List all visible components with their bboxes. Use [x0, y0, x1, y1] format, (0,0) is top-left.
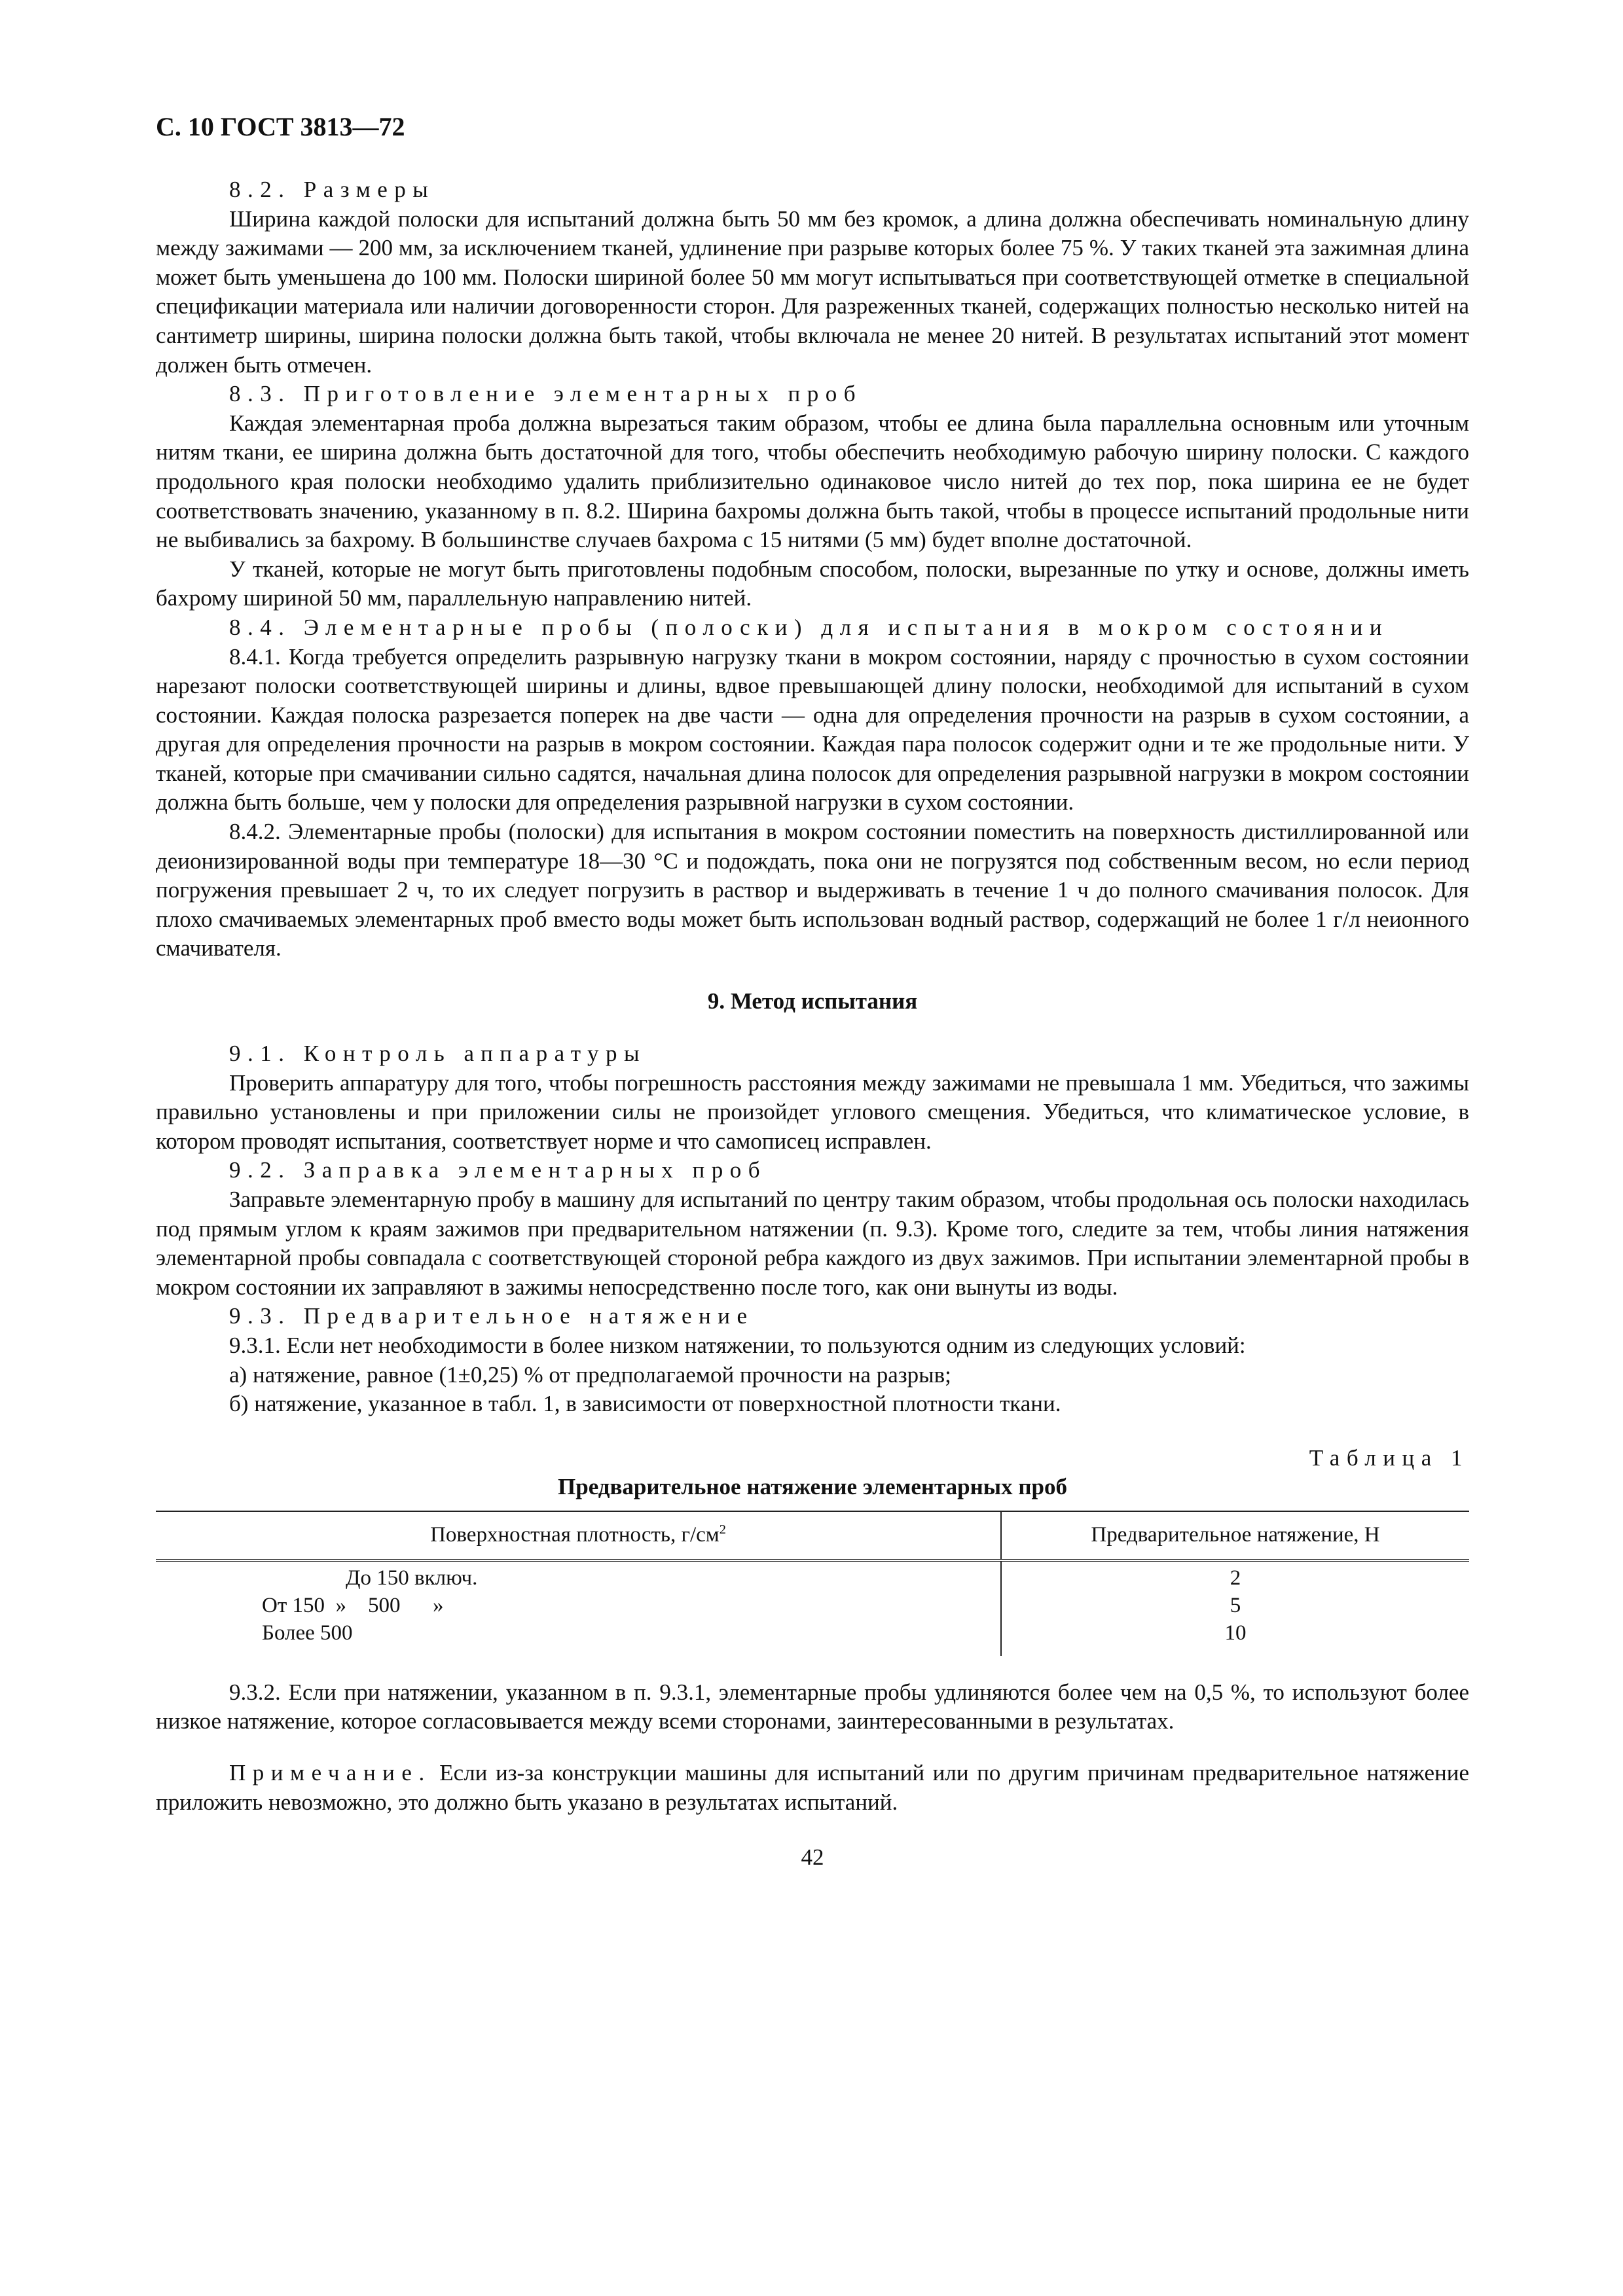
- section-8-4-title: 8.4. Элементарные пробы (полоски) для испытания в мокром состоянии: [229, 614, 1389, 640]
- section-8-3-paragraph-1: Каждая элементарная проба должна вырезаться таким образом, чтобы ее длина была параллельна основным или уточным нитям ткани, ее ширина должна быть достаточной для того, чтобы обеспечить необходимую рабочую ширину полоски. С каждого продольного края полоски необходимо удалить приблизительно одинаковое число нитей до тех пор, пока ширина ее не будет соответствовать значению, указанному в п. 8.2. Ширина бахромы должна быть такой, чтобы в процессе испытаний продольные нити не выбивались за бахрому. В большинстве случаев бахрома с 15 нитями (5 мм) будет вполне достаточной.: [156, 410, 1469, 553]
- page-header: С. 10 ГОСТ 3813—72: [156, 112, 405, 141]
- table-header-tension: Предварительное натяжение, Н: [1001, 1511, 1469, 1560]
- table-cell-density: От 150 » 500 »: [262, 1593, 444, 1617]
- page-number: 42: [801, 1844, 824, 1871]
- note-heading: Примечание.: [229, 1759, 431, 1785]
- spacer: [156, 1736, 1469, 1759]
- section-9-3-1-text: 9.3.1. Если нет необходимости в более низком натяжении, то пользуются одним из следующих условий:: [229, 1332, 1246, 1358]
- section-9-2-title: 9.2. Заправка элементарных проб: [229, 1157, 767, 1183]
- table-1-title: Предварительное натяжение элементарных проб: [558, 1473, 1067, 1499]
- section-8-2-title: 8.2. Размеры: [229, 177, 435, 202]
- table-header-density-label: Поверхностная плотность, г/см: [430, 1522, 720, 1547]
- section-8-3-paragraph-2: У тканей, которые не могут быть приготовлены подобным способом, полоски, вырезанные по утку и основе, должны иметь бахрому шириной 50 мм, параллельную направлению нитей.: [156, 556, 1469, 611]
- table-row: [156, 1592, 1469, 1619]
- note-text: Если из-за конструкции машины для испытаний или по другим причинам предварительное натяжение приложить невозможно, это должно быть указано в результатах испытаний.: [156, 1759, 1469, 1815]
- section-8-4-1-text: 8.4.1. Когда требуется определить разрывную нагрузку ткани в мокром состоянии, наряду с прочностью в сухом состоянии нарезают полоски соответствующей ширины и длины, вдвое превышающей длину полоски, необходимой для испытаний в сухом состоянии. Каждая полоска разрезается поперек на две части — одна для определения прочности на разрыв в сухом состоянии, а другая для определения прочности на разрыв в мокром состоянии. Каждая пара полосок содержит одни и те же продольные нити. У тканей, которые при смачивании сильно садятся, начальная длина полосок для определения разрывной нагрузки в мокром состоянии должна быть больше, чем у полоски для определения разрывной нагрузки в сухом состоянии.: [156, 643, 1469, 816]
- table-row: [156, 1560, 1469, 1592]
- table-header-density: [156, 1511, 1001, 1560]
- table-1: [156, 1511, 1469, 1656]
- table-header-density-unit-exponent: 2: [719, 1522, 726, 1537]
- section-9-3-1-item-a: а) натяжение, равное (1±0,25) % от предполагаемой прочности на разрыв;: [229, 1361, 951, 1388]
- note-paragraph: [156, 1759, 1469, 1817]
- document-page: [156, 111, 1469, 1872]
- section-8-4-2-text: 8.4.2. Элементарные пробы (полоски) для испытания в мокром состоянии поместить на поверхность дистиллированной или деионизированной воды при температуре 18—30 °С и подождать, пока они не погрузятся под собственным весом, но если период погружения превышает 2 ч, то их следует погрузить в раствор и выдерживать в течение 1 ч до полного смачивания полосок. Для плохо смачиваемых элементарных проб вместо воды может быть использован водный раствор, содержащий не более 1 г/л неионного смачивателя.: [156, 819, 1469, 961]
- table-cell-density: До 150 включ.: [346, 1566, 478, 1590]
- section-9-3-2-text: 9.3.2. Если при натяжении, указанном в п. 9.3.1, элементарные пробы удлиняются более чем на 0,5 %, то используют более низкое натяжение, которое согласовывается между всеми сторонами, заинтересованными в результатах.: [156, 1679, 1469, 1734]
- section-9-3-1-item-b: б) натяжение, указанное в табл. 1, в зависимости от поверхностной плотности ткани.: [229, 1391, 1061, 1417]
- table-1-caption: Таблица 1: [1309, 1444, 1469, 1471]
- section-9-1-text: Проверить аппаратуру для того, чтобы погрешность расстояния между зажимами не превышала 1 мм. Убедиться, что зажимы правильно установлены и при приложении силы не произойдет углового смещения. Убедиться, что климатическое условие, в котором проводят испытания, соответствует норме и что самописец исправлен.: [156, 1069, 1469, 1154]
- section-9-1-title: 9.1. Контроль аппаратуры: [229, 1041, 647, 1067]
- section-9-2-text: Заправьте элементарную пробу в машину для испытаний по центру таким образом, чтобы продольная ось полоски находилась под прямым углом к краям зажимов при предварительном натяжении (п. 9.3). Кроме того, следите за тем, чтобы линия натяжения элементарной пробы совпадала с соответствующей стороной ребра каждого из двух зажимов. При испытании элементарной пробы в мокром состоянии их заправляют в зажимы непосредственно после того, как они вынуты из воды.: [156, 1187, 1469, 1300]
- table-cell-tension: 2: [1001, 1560, 1469, 1592]
- table-row: [156, 1619, 1469, 1656]
- table-cell-tension: 5: [1001, 1592, 1469, 1619]
- section-9-3-title: 9.3. Предварительное натяжение: [229, 1303, 754, 1329]
- table-header-row: [156, 1511, 1469, 1560]
- section-9-heading: 9. Метод испытания: [707, 988, 918, 1014]
- spacer: [156, 1656, 1469, 1678]
- section-8-2-text: Ширина каждой полоски для испытаний должна быть 50 мм без кромок, а длина должна обеспечивать номинальную длину между зажимами — 200 мм, за исключением тканей, удлинение при разрыве которых более 75 %. У таких тканей эта зажимная длина может быть уменьшена до 100 мм. Полоски шириной более 50 мм могут испытываться при соответствующей отметке в специальной спецификации материала или наличии договоренности сторон. Для разреженных тканей, содержащих полностью несколько нитей на сантиметр ширины, ширина полоски должна быть такой, чтобы включала не менее 20 нитей. В результатах испытаний этот момент должен быть отмечен.: [156, 206, 1469, 378]
- table-cell-tension: 10: [1001, 1619, 1469, 1656]
- section-8-3-title: 8.3. Приготовление элементарных проб: [229, 381, 863, 407]
- table-cell-density: Более 500: [262, 1621, 353, 1645]
